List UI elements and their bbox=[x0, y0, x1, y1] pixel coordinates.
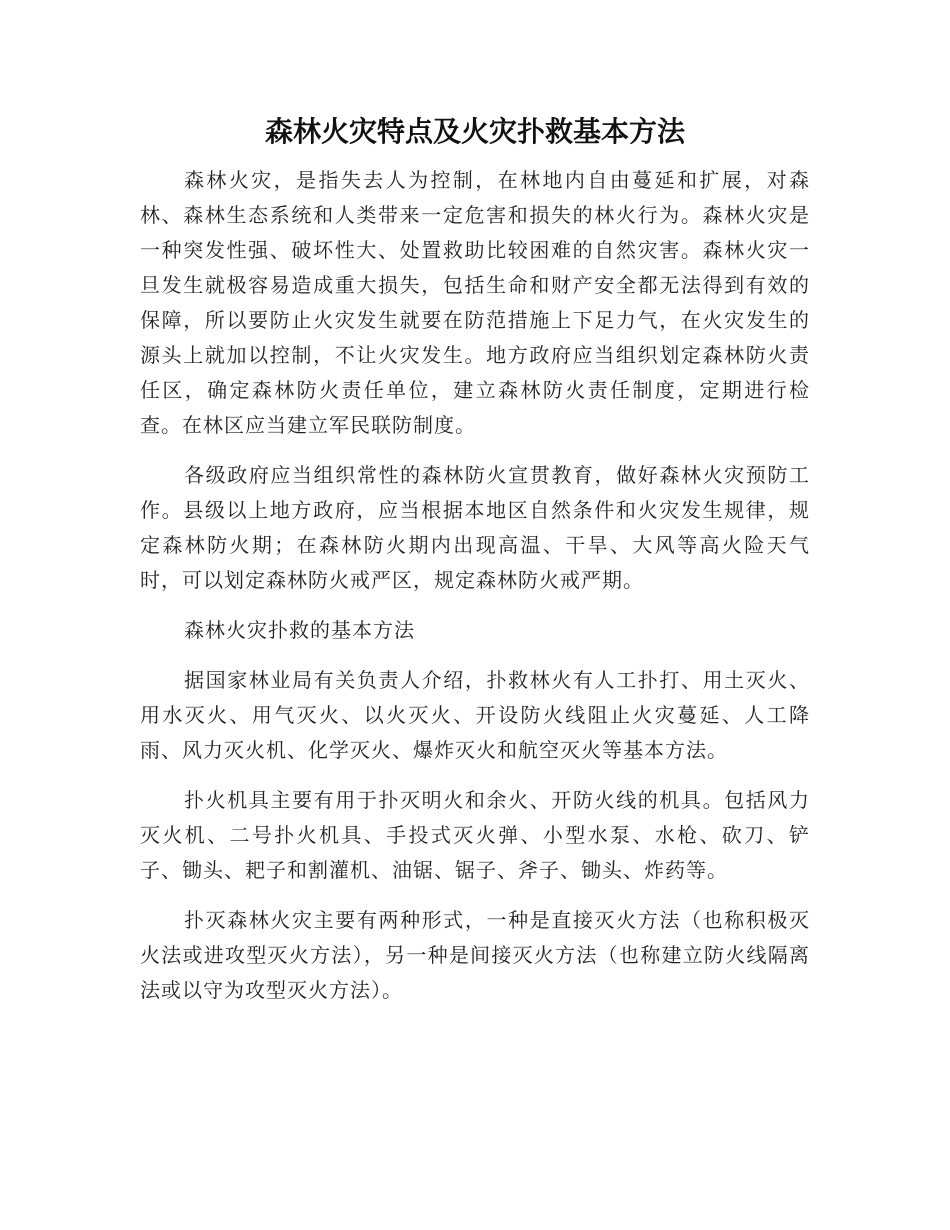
paragraph-tools: 扑火机具主要有用于扑灭明火和余火、开防火线的机具。包括风力灭火机、二号扑火机具、手投式灭火弹、小型水泵、水枪、砍刀、铲子、锄头、耙子和割灌机、油锯、锯子、斧子、锄头、炸药等。 bbox=[140, 788, 810, 882]
section-heading-methods: 森林火灾扑救的基本方法 bbox=[184, 618, 415, 642]
document-body bbox=[140, 163, 810, 1023]
document-title: 森林火灾特点及火灾扑救基本方法 bbox=[264, 115, 685, 148]
paragraph-definition: 森林火灾，是指失去人为控制，在林地内自由蔓延和扩展，对森林、森林生态系统和人类带来一定危害和损失的林火行为。森林火灾是一种突发性强、破坏性大、处置救助比较困难的自然灾害。森林火灾一旦发生就极容易造成重大损失，包括生命和财产安全都无法得到有效的保障，所以要防止火灾发生就要在防范措施上下足力气，在火灾发生的源头上就加以控制，不让火灾发生。地方政府应当组织划定森林防火责任区，确定森林防火责任单位，建立森林防火责任制度，定期进行检查。在林区应当建立军民联防制度。 bbox=[140, 168, 810, 437]
paragraph-forms: 扑灭森林火灾主要有两种形式，一种是直接灭火方法（也称积极灭火法或进攻型灭火方法），另一种是间接灭火方法（也称建立防火线隔离法或以守为攻型灭火方法）。 bbox=[140, 908, 810, 1002]
paragraph-prevention: 各级政府应当组织常性的森林防火宣贯教育，做好森林火灾预防工作。县级以上地方政府，应当根据本地区自然条件和火灾发生规律，规定森林防火期；在森林防火期内出现高温、干旱、大风等高火险天气时，可以划定森林防火戒严区，规定森林防火戒严期。 bbox=[140, 463, 810, 592]
paragraph-methods: 据国家林业局有关负责人介绍，扑救林火有人工扑打、用土灭火、用水灭火、用气灭火、以火灭火、开设防火线阻止火灾蔓延、人工降雨、风力灭火机、化学灭火、爆炸灭火和航空灭火等基本方法。 bbox=[140, 668, 810, 762]
